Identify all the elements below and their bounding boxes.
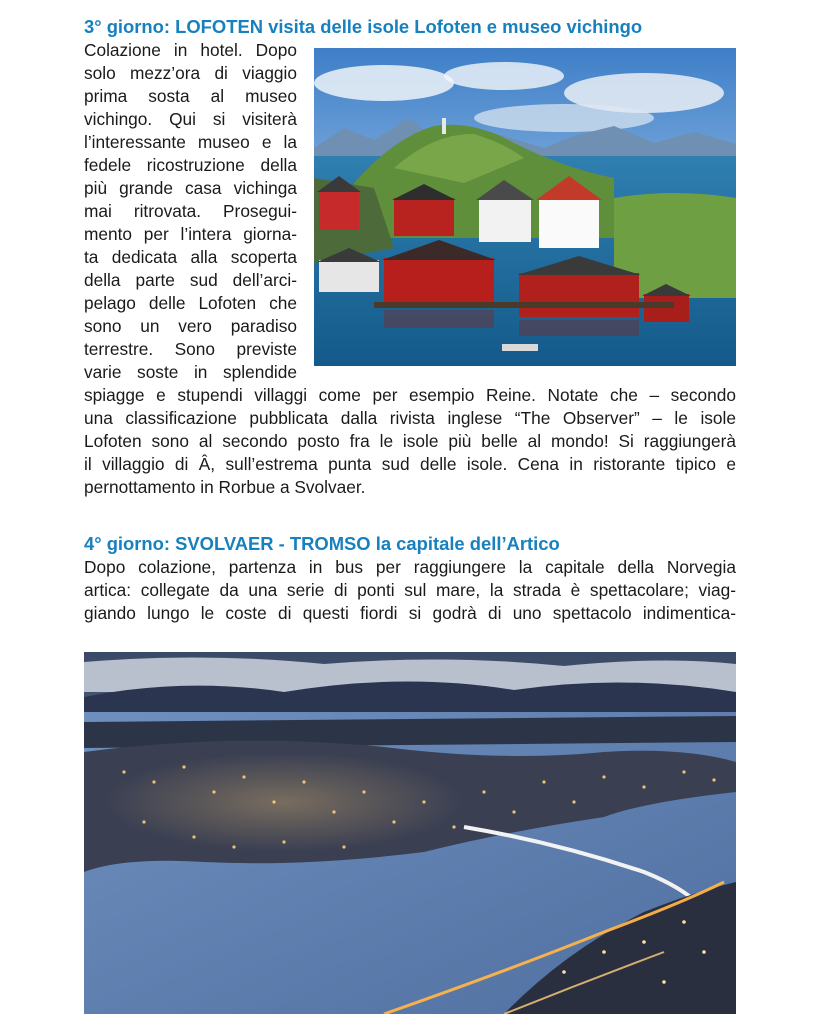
day4-line: artica: collegate da una serie di ponti sul mare, la strada è spettacolare; viag- bbox=[84, 580, 736, 600]
day3-line: fedele ricostruzione della bbox=[84, 155, 297, 175]
day3-heading: 3° giorno: LOFOTEN visita delle isole Lofoten e museo vichingo bbox=[84, 16, 643, 37]
day3-line: solo mezz’ora di viaggio bbox=[84, 63, 297, 83]
day3-line: mai ritrovata. Prosegui- bbox=[84, 201, 297, 221]
day3-line: sono un vero paradiso bbox=[84, 316, 297, 336]
day3-line: varie soste in splendide bbox=[84, 362, 297, 382]
day3-line: più grande casa vichinga bbox=[84, 178, 297, 198]
day3-line: prima sosta al museo bbox=[84, 86, 297, 106]
day3-line: il villaggio di Â, sull’estrema punta sud delle isole. Cena in ristorante tipico e bbox=[84, 454, 736, 474]
day4-line: giando lungo le coste di questi fiordi si godrà di uno spettacolo indimentica- bbox=[84, 603, 736, 623]
day3-line: pelago delle Lofoten che bbox=[84, 293, 297, 313]
day3-line: pernottamento in Rorbue a Svolvaer. bbox=[84, 477, 366, 497]
lofoten-photo bbox=[314, 48, 736, 366]
day3-line: l’interessante museo e la bbox=[84, 132, 297, 152]
day3-line: della parte sud dell’arci- bbox=[84, 270, 297, 290]
day3-line: Colazione in hotel. Dopo bbox=[84, 40, 297, 60]
day3-line: spiagge e stupendi villaggi come per esempio Reine. Notate che – secondo bbox=[84, 385, 736, 405]
day3-line: una classificazione pubblicata dalla rivista inglese “The Observer” – le isole bbox=[84, 408, 736, 428]
day3-line: mento per l’intera giorna- bbox=[84, 224, 297, 244]
day4-line: Dopo colazione, partenza in bus per raggiungere la capitale della Norvegia bbox=[84, 557, 736, 577]
day3-line: terrestre. Sono previste bbox=[84, 339, 297, 359]
day4-heading: 4° giorno: SVOLVAER - TROMSO la capitale dell’Artico bbox=[84, 533, 560, 554]
day3-line: vichingo. Qui si visiterà bbox=[84, 109, 297, 129]
day3-line: ta dedicata alla scoperta bbox=[84, 247, 297, 267]
day3-line: Lofoten sono al secondo posto fra le isole più belle al mondo! Si raggiungerà bbox=[84, 431, 736, 451]
tromso-photo bbox=[84, 652, 736, 1014]
